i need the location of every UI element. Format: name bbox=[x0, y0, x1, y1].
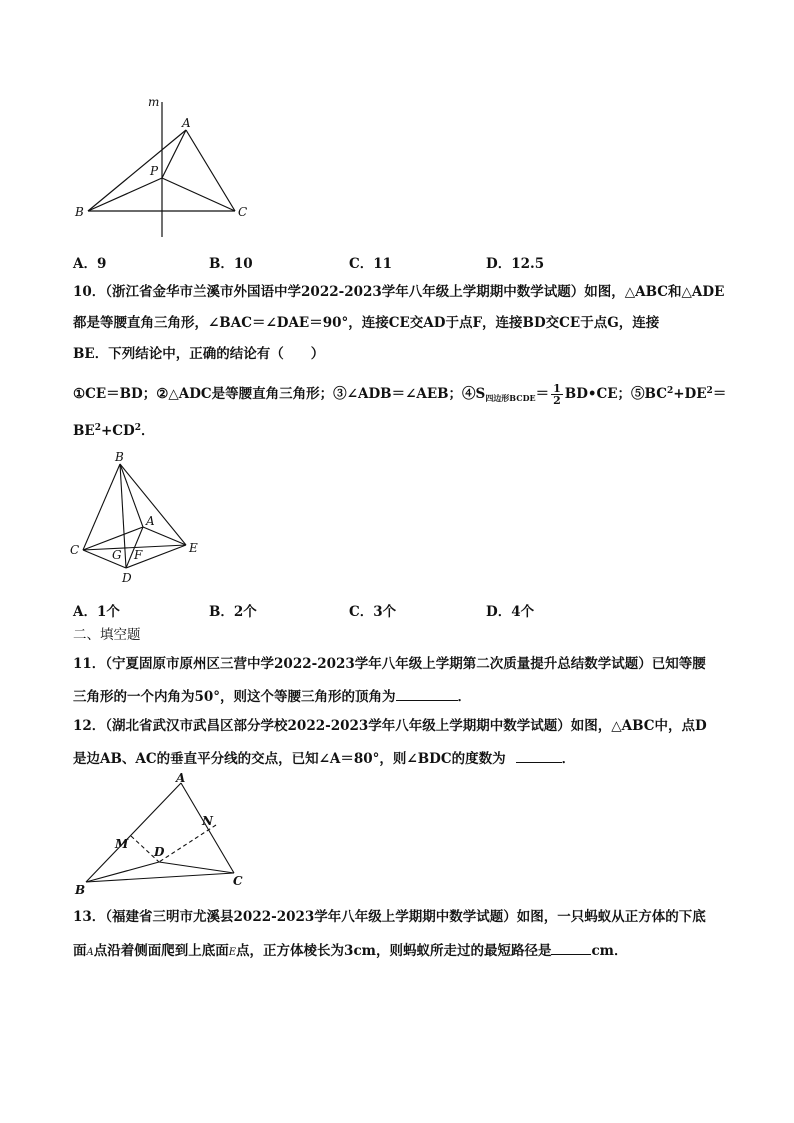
q13-line2-b: 点沿着侧面爬到上底面 bbox=[93, 943, 229, 959]
q10-line5-a: BE bbox=[73, 423, 95, 439]
label-e: E bbox=[189, 541, 198, 555]
label-a: A bbox=[146, 514, 155, 528]
q13-line2-a: 面 bbox=[73, 943, 87, 959]
q10-sup-1: 2 bbox=[666, 386, 674, 396]
q10-sup-3: 2 bbox=[94, 423, 101, 433]
segment-ab bbox=[88, 130, 186, 211]
q13-line-2 bbox=[73, 940, 627, 962]
q10-option-b[interactable]: B．2个 bbox=[209, 604, 257, 620]
q9-option-d[interactable]: D．12.5 bbox=[486, 256, 545, 272]
q10-stmt-a: ①CE＝BD；②△ADC是等腰直角三角形；③∠ADB＝∠AEB；④S bbox=[73, 386, 486, 402]
q10-line-2: 都是等腰直角三角形，∠BAC＝∠DAE＝90°，连接CE交AD于点F，连接BD交CE于点G，连接 bbox=[73, 315, 660, 331]
segment-dc bbox=[159, 862, 234, 873]
label-g: G bbox=[112, 548, 122, 562]
segment-pa bbox=[162, 130, 186, 178]
q10-option-d[interactable]: D．4个 bbox=[486, 604, 535, 620]
label-a: A bbox=[182, 116, 191, 130]
q9-option-a[interactable]: A．9 bbox=[73, 256, 107, 272]
q10-line5-c: ． bbox=[141, 423, 155, 439]
section-heading: 二、填空题 bbox=[73, 627, 141, 643]
label-c: C bbox=[233, 874, 243, 888]
q13-point-a: A bbox=[86, 947, 94, 958]
q11-line-1: 11．（宁夏固原市原州区三营中学2022-2023学年八年级上学期第二次质量提升总结数学试题）已知等腰 bbox=[73, 656, 706, 672]
q10-fraction bbox=[551, 383, 563, 406]
label-a: A bbox=[176, 771, 186, 785]
q10-stmt-eq: ＝ bbox=[535, 386, 550, 402]
segment-ab bbox=[86, 783, 181, 882]
q10-option-a[interactable]: A．1个 bbox=[73, 604, 120, 620]
segment-bc bbox=[83, 464, 120, 550]
q9-option-c[interactable]: C．11 bbox=[349, 256, 393, 272]
segment-db bbox=[86, 862, 159, 882]
q12-line2-text: 是边AB、AC的垂直平分线的交点，已知∠A＝80°，则∠BDC的度数为 bbox=[73, 751, 506, 767]
q11-line-2 bbox=[73, 686, 471, 706]
q11-line2-text: 三角形的一个内角为50°，则这个等腰三角形的顶角为 bbox=[73, 689, 396, 705]
segment-ac bbox=[186, 130, 235, 211]
label-n: N bbox=[202, 814, 213, 828]
q10-line-1: 10．（浙江省金华市兰溪市外国语中学2022-2023学年八年级上学期期中数学试题）如图，△ABC和△ADE bbox=[73, 284, 725, 300]
q12-line-2 bbox=[73, 748, 575, 768]
q10-statements bbox=[73, 382, 726, 407]
q11-answer-blank[interactable] bbox=[396, 686, 458, 701]
q10-line5-b: +CD bbox=[100, 423, 135, 439]
q13-answer-blank[interactable] bbox=[551, 940, 591, 955]
segment-be bbox=[120, 464, 186, 545]
q10-line-3: BE．下列结论中，正确的结论有（ ） bbox=[73, 346, 325, 362]
q9-figure bbox=[70, 92, 260, 244]
q9-option-b[interactable]: B．10 bbox=[209, 256, 253, 272]
q10-frac-den: 2 bbox=[553, 394, 561, 407]
label-b: B bbox=[115, 450, 124, 464]
q13-line2-c: 点，正方体棱长为3cm，则蚂蚁所走过的最短路径是 bbox=[236, 943, 552, 959]
q10-line-5 bbox=[73, 419, 155, 440]
q13-point-e: E bbox=[228, 947, 237, 958]
q10-sup-2: 2 bbox=[706, 386, 713, 396]
q10-stmt-b: BD•CE；⑤BC bbox=[564, 386, 667, 402]
q13-line-1: 13．（福建省三明市尤溪县2022-2023学年八年级上学期期中数学试题）如图，一只蚂蚁从正方体的下底 bbox=[73, 909, 706, 925]
label-b: B bbox=[75, 205, 84, 219]
perp-bisector-ac bbox=[159, 825, 216, 862]
label-p: P bbox=[150, 164, 159, 178]
q12-line2-end: ． bbox=[561, 751, 576, 767]
q10-figure bbox=[66, 448, 216, 590]
segment-ac bbox=[181, 783, 234, 873]
q12-line-1: 12．（湖北省武汉市武昌区部分学校2022-2023学年八年级上学期期中数学试题）如图，△ABC中，点D bbox=[73, 718, 707, 734]
q10-frac-num: 1 bbox=[553, 382, 561, 395]
segment-ae bbox=[143, 527, 186, 545]
segment-bc bbox=[86, 873, 234, 882]
q10-stmt-d: ＝ bbox=[712, 386, 727, 402]
label-d: D bbox=[122, 571, 132, 585]
label-d: D bbox=[154, 845, 165, 859]
q11-line2-end: ． bbox=[457, 689, 472, 705]
segment-pc bbox=[162, 178, 235, 211]
q10-stmt-c: +DE bbox=[673, 386, 707, 402]
label-c: C bbox=[70, 543, 80, 557]
label-b: B bbox=[75, 883, 86, 897]
label-f: F bbox=[134, 548, 143, 562]
label-m: M bbox=[115, 837, 129, 851]
q10-stmt-sub: 四边形BCDE bbox=[485, 393, 536, 403]
q10-option-c[interactable]: C．3个 bbox=[349, 604, 397, 620]
label-c: C bbox=[238, 205, 248, 219]
q13-line2-end: cm． bbox=[591, 943, 628, 959]
q10-sup-4: 2 bbox=[134, 423, 141, 433]
q12-figure bbox=[70, 770, 260, 900]
label-m: m bbox=[148, 95, 160, 109]
segment-pb bbox=[88, 178, 162, 211]
q12-answer-blank[interactable] bbox=[516, 748, 562, 763]
